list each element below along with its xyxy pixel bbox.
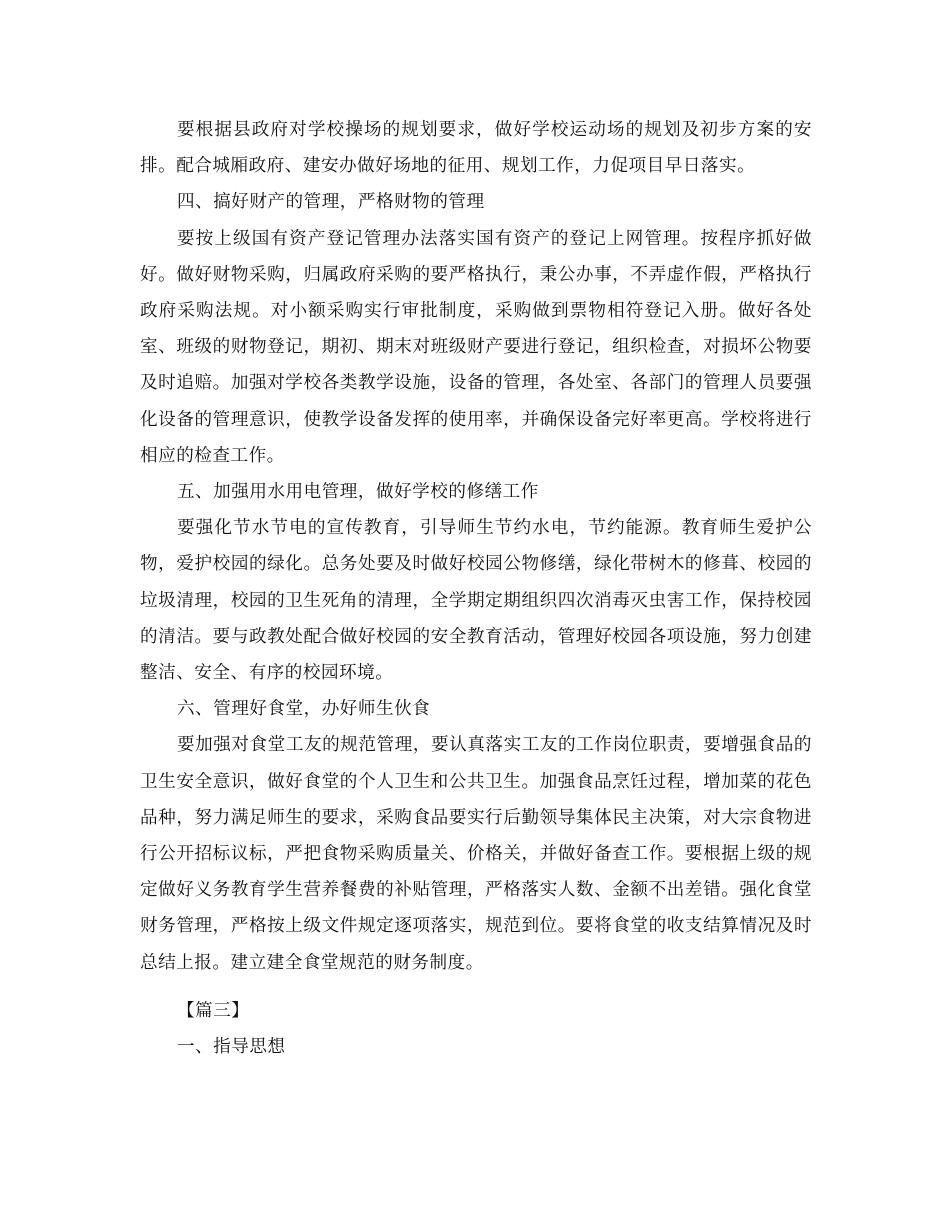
section-heading-canteen: 六、管理好食堂，办好师生伙食 — [176, 699, 431, 720]
part-heading-three: 【篇三】 — [176, 1000, 250, 1021]
section-heading-property-management: 四、搞好财产的管理，严格财物的管理 — [176, 192, 485, 213]
section-heading-guiding-ideology: 一、指导思想 — [176, 1037, 286, 1058]
paragraph-playground-planning: 要根据县政府对学校操场的规划要求，做好学校运动场的规划及初步方案的安排。配合城厢政府、建安办做好场地的征用、规划工作，力促项目早日落实。 — [140, 120, 812, 177]
document-body — [140, 112, 812, 1065]
paragraph-water-electricity: 要强化节水节电的宣传教育，引导师生节约水电，节约能源。教育师生爱护公物，爱护校园的绿化。总务处要及时做好校园公物修缮，绿化带树木的修葺、校园的垃圾清理，校园的卫生死角的清理，全学期定期组织四次消毒灭虫害工作，保持校园的清洁。要与政教处配合做好校园的安全教育活动，管理好校园各项设施，努力创建整洁、安全、有序的校园环境。 — [140, 518, 812, 684]
paragraph-property-management: 要按上级国有资产登记管理办法落实国有资产的登记上网管理。按程序抓好做好。做好财物采购，归属政府采购的要严格执行，秉公办事，不弄虚作假，严格执行政府采购法规。对小额采购实行审批制度，采购做到票物相符登记入册。做好各处室、班级的财物登记，期初、期末对班级财产要进行登记，组织检查，对损坏公物要及时追赔。加强对学校各类教学设施，设备的管理，各处室、各部门的管理人员要强化设备的管理意识，使教学设备发挥的使用率，并确保设备完好率更高。学校将进行相应的检查工作。 — [140, 228, 812, 466]
paragraph-canteen: 要加强对食堂工友的规范管理，要认真落实工友的工作岗位职责，要增强食品的卫生安全意识，做好食堂的个人卫生和公共卫生。加强食品烹饪过程，增加菜的花色品种，努力满足师生的要求，采购食品要实行后勤领导集体民主决策，对大宗食物进行公开招标议标，严把食物采购质量关、价格关，并做好备查工作。要根据上级的规定做好义务教育学生营养餐费的补贴管理，严格落实人数、金额不出差错。强化食堂财务管理，严格按上级文件规定逐项落实，规范到位。要将食堂的收支结算情况及时总结上报。建立建全食堂规范的财务制度。 — [140, 735, 812, 973]
section-heading-water-electricity: 五、加强用水用电管理，做好学校的修缮工作 — [176, 482, 539, 503]
